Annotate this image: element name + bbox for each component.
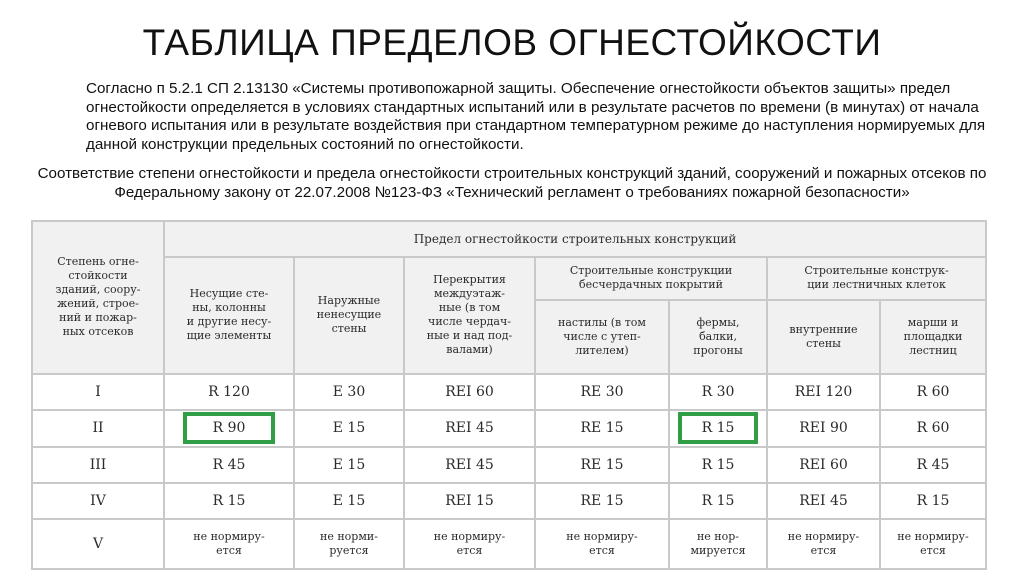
value-cell: не нормиру- ется — [880, 519, 986, 569]
degree-cell: I — [32, 374, 164, 410]
value-cell: REI 60 — [767, 447, 880, 483]
value-cell: R 45 — [164, 447, 294, 483]
degree-header: Степень огне- стойкости зданий, соору- жений, строе- ний и пожар- ных отсеков — [32, 221, 164, 374]
table-row — [32, 519, 986, 569]
col-header-inner-walls: внутренние стены — [767, 300, 880, 374]
value-cell: R 15 — [164, 483, 294, 519]
value-cell: E 30 — [294, 374, 404, 410]
value-cell: не нормиру- ется — [767, 519, 880, 569]
value-cell: RE 15 — [535, 410, 669, 447]
value-cell: R 15 — [669, 447, 767, 483]
intro-paragraph: Согласно п 5.2.1 СП 2.13130 «Системы противопожарной защиты. Обеспечение огнестойкости объектов защиты» предел огнестойкости определяется в условиях стандартных испытаний или в результате расчетов по времени (в минутах) от начала огневого испытания или в результате воздействия при стандартном температурном режиме до наступления нормируемых для данной конструкции предельных состояний по огнестойкости. — [86, 80, 986, 153]
table-row — [32, 374, 986, 410]
value-cell: не нормиру- ется — [164, 519, 294, 569]
value-cell: не нормиру- ется — [535, 519, 669, 569]
value-cell: не нормиру- ется — [404, 519, 535, 569]
subtitle-paragraph: Соответствие степени огнестойкости и предела огнестойкости строительных конструкций зданий, сооружений и пожарных отсеков по Федеральному закону от 22.07.2008 №123-ФЗ «Технический регламент о требованиях пожарной безопасности» — [37, 165, 987, 201]
col-header-decking: настилы (в том числе с утеп- лителем) — [535, 300, 669, 374]
page-title: ТАБЛИЦА ПРЕДЕЛОВ ОГНЕСТОЙКОСТИ — [142, 22, 882, 63]
value-cell: RE 30 — [535, 374, 669, 410]
value-cell: не норми- руется — [294, 519, 404, 569]
value-cell: REI 90 — [767, 410, 880, 447]
value-cell: R 120 — [164, 374, 294, 410]
col-header-stairs: марши и площадки лестниц — [880, 300, 986, 374]
fire-resistance-table — [31, 220, 987, 570]
subgroup-header-stairwell: Строительные конструк- ции лестничных клеток — [767, 257, 986, 299]
value-cell: R 30 — [669, 374, 767, 410]
degree-cell: II — [32, 410, 164, 447]
subgroup-header-roofless: Строительные конструкции бесчердачных покрытий — [535, 257, 767, 299]
value-cell: E 15 — [294, 447, 404, 483]
value-cell: R 45 — [880, 447, 986, 483]
degree-cell: V — [32, 519, 164, 569]
highlight-box: R 15 — [678, 412, 758, 444]
value-cell: REI 45 — [767, 483, 880, 519]
col-header-floors: Перекрытия междуэтаж- ные (в том числе чердач- ные и над под- валами) — [404, 257, 535, 374]
value-cell: E 15 — [294, 483, 404, 519]
value-cell: REI 45 — [404, 447, 535, 483]
highlight-box: R 90 — [183, 412, 275, 444]
value-cell: REI 45 — [404, 410, 535, 447]
value-cell: R 15 — [880, 483, 986, 519]
value-cell: REI 15 — [404, 483, 535, 519]
degree-cell: III — [32, 447, 164, 483]
table-row — [32, 447, 986, 483]
degree-cell: IV — [32, 483, 164, 519]
value-cell: R 60 — [880, 410, 986, 447]
value-cell: не нор- мируется — [669, 519, 767, 569]
col-header-outer-walls: Наружные ненесущие стены — [294, 257, 404, 374]
value-cell: E 15 — [294, 410, 404, 447]
value-cell-highlighted — [669, 410, 767, 447]
value-cell: R 60 — [880, 374, 986, 410]
col-header-trusses: фермы, балки, прогоны — [669, 300, 767, 374]
value-cell: RE 15 — [535, 447, 669, 483]
table-row — [32, 483, 986, 519]
col-header-bearing: Несущие сте- ны, колонны и другие несу- щие элементы — [164, 257, 294, 374]
value-cell: R 15 — [669, 483, 767, 519]
value-cell-highlighted — [164, 410, 294, 447]
value-cell: REI 120 — [767, 374, 880, 410]
table-row — [32, 410, 986, 447]
group-header: Предел огнестойкости строительных конструкций — [164, 221, 986, 257]
value-cell: RE 15 — [535, 483, 669, 519]
value-cell: REI 60 — [404, 374, 535, 410]
